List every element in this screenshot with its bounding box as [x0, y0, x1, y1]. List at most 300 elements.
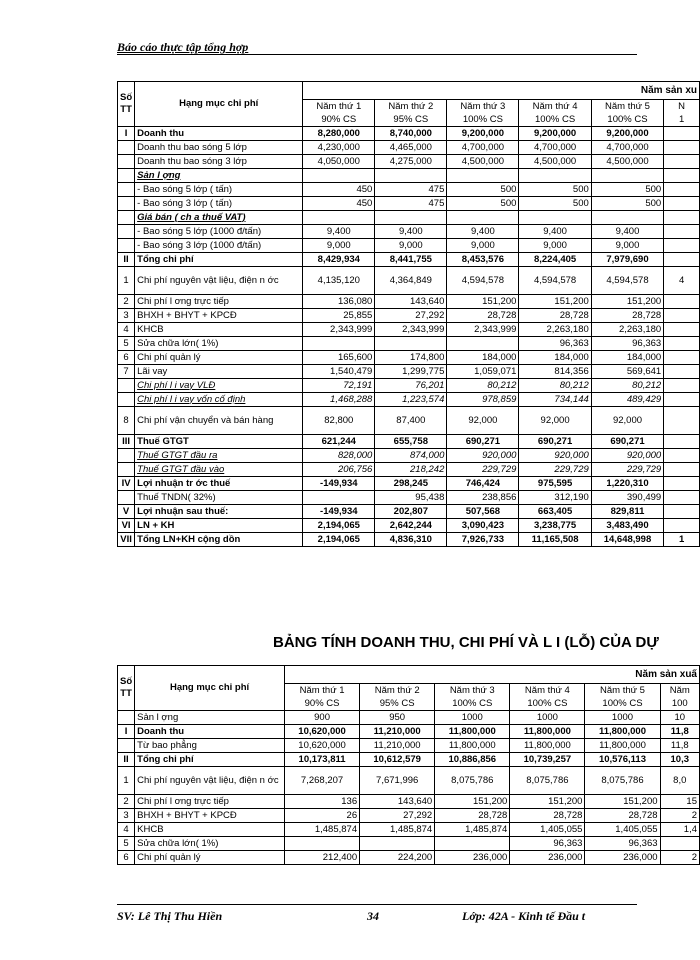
- capacity-header: 1: [664, 113, 700, 127]
- row-value: 920,000: [519, 449, 591, 463]
- capacity-header: 100% CS: [510, 697, 585, 711]
- row-value: 390,499: [591, 491, 663, 505]
- row-value: 202,807: [375, 505, 447, 519]
- row-value: 9,000: [375, 239, 447, 253]
- row-label: BHXH + BHYT + KPCĐ: [135, 309, 303, 323]
- row-value: [664, 393, 700, 407]
- row-value: 151,200: [510, 795, 585, 809]
- row-value: 3,090,423: [447, 519, 519, 533]
- page-footer: [117, 904, 637, 923]
- report-title: Báo cáo thực tập tổng hợp: [117, 40, 249, 54]
- row-value: 1000: [435, 711, 510, 725]
- row-value: 3,483,490: [591, 519, 663, 533]
- row-value: 76,201: [375, 379, 447, 393]
- row-value: [664, 435, 700, 449]
- row-stt: III: [118, 435, 135, 449]
- table2-title: BẢNG TÍNH DOANH THU, CHI PHÍ VÀ L I (LỖ) CỦA DỰ: [273, 634, 659, 651]
- row-stt: 5: [118, 837, 135, 851]
- row-stt: II: [118, 753, 135, 767]
- row-value: [664, 225, 700, 239]
- row-value: 9,400: [447, 225, 519, 239]
- row-stt: 6: [118, 351, 135, 365]
- row-value: 229,729: [447, 463, 519, 477]
- year-header: Năm thứ 1: [285, 684, 360, 698]
- row-value: 218,242: [375, 463, 447, 477]
- row-stt: [118, 711, 135, 725]
- table-row: [118, 407, 700, 435]
- row-value: 978,859: [447, 393, 519, 407]
- table-row: [118, 169, 700, 183]
- row-value: [664, 183, 700, 197]
- row-value: 2,263,180: [519, 323, 591, 337]
- row-value: 212,400: [285, 851, 360, 865]
- year-header: Năm thứ 5: [591, 100, 663, 114]
- row-label: Chi phí quản lý: [135, 351, 303, 365]
- row-value: 92,000: [519, 407, 591, 435]
- row-value: 10,620,000: [285, 739, 360, 753]
- row-value: [303, 491, 375, 505]
- table-row: [118, 477, 700, 491]
- row-label: Từ bao phẳng: [135, 739, 285, 753]
- capacity-header: 100% CS: [585, 697, 660, 711]
- table-row: [118, 253, 700, 267]
- col-item-header: Hạng mục chi phí: [135, 82, 303, 127]
- row-value: 690,271: [591, 435, 663, 449]
- row-value: 11,800,000: [585, 739, 660, 753]
- row-value: 28,728: [510, 809, 585, 823]
- row-value: 82,800: [303, 407, 375, 435]
- row-value: 500: [519, 197, 591, 211]
- row-value: 500: [519, 183, 591, 197]
- row-value: 11,210,000: [360, 739, 435, 753]
- row-value: 1,059,071: [447, 365, 519, 379]
- table-row: [118, 795, 700, 809]
- row-value: 500: [447, 197, 519, 211]
- row-value: [664, 519, 700, 533]
- row-stt: VI: [118, 519, 135, 533]
- row-value: 80,212: [447, 379, 519, 393]
- row-value: [375, 211, 447, 225]
- row-value: [447, 211, 519, 225]
- production-year-group-header: Năm sản xu: [303, 82, 700, 100]
- row-label: Chi phí vận chuyển và bán hàng: [135, 407, 303, 435]
- row-label: - Bao sóng 5 lớp (1000 đ/tấn): [135, 225, 303, 239]
- row-value: 10,612,579: [360, 753, 435, 767]
- row-stt: [118, 491, 135, 505]
- year-header: N: [664, 100, 700, 114]
- row-value: 1,405,055: [510, 823, 585, 837]
- row-value: 1,220,310: [591, 477, 663, 491]
- row-value: 10,620,000: [285, 725, 360, 739]
- row-stt: 2: [118, 795, 135, 809]
- footer-page-number: 34: [367, 909, 379, 923]
- capacity-header: 90% CS: [303, 113, 375, 127]
- row-stt: [118, 239, 135, 253]
- table-row: [118, 267, 700, 295]
- row-value: 8,740,000: [375, 127, 447, 141]
- row-value: 829,811: [591, 505, 663, 519]
- row-value: 136,080: [303, 295, 375, 309]
- table-row: [118, 225, 700, 239]
- row-value: [664, 351, 700, 365]
- row-stt: [118, 211, 135, 225]
- row-value: [447, 169, 519, 183]
- row-value: 874,000: [375, 449, 447, 463]
- row-value: 507,568: [447, 505, 519, 519]
- row-label: Doanh thu: [135, 127, 303, 141]
- row-value: 143,640: [360, 795, 435, 809]
- row-value: 8,441,755: [375, 253, 447, 267]
- row-value: [664, 337, 700, 351]
- row-value: 2,343,999: [447, 323, 519, 337]
- row-value: [664, 127, 700, 141]
- row-value: [664, 141, 700, 155]
- row-value: 4,700,000: [447, 141, 519, 155]
- row-value: 9,000: [591, 239, 663, 253]
- row-value: 10,739,257: [510, 753, 585, 767]
- row-stt: 1: [118, 767, 135, 795]
- row-value: 9,200,000: [591, 127, 663, 141]
- table-row: [118, 767, 700, 795]
- col-item-header: Hạng mục chi phí: [135, 666, 285, 711]
- table-row: [118, 239, 700, 253]
- row-label: Chi phí l i vay VLĐ: [135, 379, 303, 393]
- row-value: 25,855: [303, 309, 375, 323]
- row-value: 975,595: [519, 477, 591, 491]
- row-value: 2,194,065: [303, 533, 375, 547]
- row-value: 4: [664, 267, 700, 295]
- row-value: 28,728: [435, 809, 510, 823]
- row-value: 450: [303, 183, 375, 197]
- row-value: 136: [285, 795, 360, 809]
- cost-revenue-table-2: [117, 665, 700, 865]
- row-value: 500: [447, 183, 519, 197]
- row-value: 7,268,207: [285, 767, 360, 795]
- row-value: 1,485,874: [360, 823, 435, 837]
- row-value: [519, 169, 591, 183]
- row-stt: 3: [118, 309, 135, 323]
- year-header: Năm thứ 2: [375, 100, 447, 114]
- row-value: [303, 211, 375, 225]
- row-value: 569,641: [591, 365, 663, 379]
- row-stt: I: [118, 127, 135, 141]
- table-row: [118, 211, 700, 225]
- row-stt: 3: [118, 809, 135, 823]
- row-value: 7,671,996: [360, 767, 435, 795]
- row-label: BHXH + BHYT + KPCĐ: [135, 809, 285, 823]
- row-value: [660, 837, 699, 851]
- row-value: 229,729: [591, 463, 663, 477]
- row-value: 746,424: [447, 477, 519, 491]
- row-value: 1,223,574: [375, 393, 447, 407]
- table-row: [118, 197, 700, 211]
- year-header: Năm thứ 4: [519, 100, 591, 114]
- row-value: 87,400: [375, 407, 447, 435]
- table-row: [118, 809, 700, 823]
- table-row: [118, 725, 700, 739]
- year-header: Năm thứ 2: [360, 684, 435, 698]
- row-value: [285, 837, 360, 851]
- row-value: 80,212: [519, 379, 591, 393]
- row-value: 8,075,786: [510, 767, 585, 795]
- row-value: 8,075,786: [585, 767, 660, 795]
- row-label: Sửa chữa lớn( 1%): [135, 337, 303, 351]
- row-label: Sản l ợng: [135, 169, 303, 183]
- row-label: Doanh thu: [135, 725, 285, 739]
- row-value: [664, 365, 700, 379]
- row-stt: V: [118, 505, 135, 519]
- row-value: 11,210,000: [360, 725, 435, 739]
- row-value: 8,280,000: [303, 127, 375, 141]
- row-value: 15: [660, 795, 699, 809]
- row-value: 11,8: [660, 739, 699, 753]
- row-value: 27,292: [360, 809, 435, 823]
- row-stt: 1: [118, 267, 135, 295]
- row-value: 4,500,000: [447, 155, 519, 169]
- row-value: 1000: [510, 711, 585, 725]
- row-value: [519, 211, 591, 225]
- row-value: 828,000: [303, 449, 375, 463]
- row-label: Chi phí nguyên vật liệu, điện n ớc: [135, 767, 285, 795]
- row-value: 236,000: [585, 851, 660, 865]
- row-value: 96,363: [585, 837, 660, 851]
- row-value: 151,200: [435, 795, 510, 809]
- row-value: [664, 155, 700, 169]
- row-value: [664, 491, 700, 505]
- row-label: Lợi nhuận sau thuế:: [135, 505, 303, 519]
- header-row: [118, 82, 700, 100]
- row-stt: VII: [118, 533, 135, 547]
- table-row: [118, 379, 700, 393]
- row-value: 151,200: [585, 795, 660, 809]
- row-value: 95,438: [375, 491, 447, 505]
- row-value: 8,429,934: [303, 253, 375, 267]
- table-row: [118, 837, 700, 851]
- row-value: 96,363: [591, 337, 663, 351]
- row-value: 9,000: [303, 239, 375, 253]
- capacity-header: 95% CS: [375, 113, 447, 127]
- row-value: 28,728: [585, 809, 660, 823]
- row-value: 206,756: [303, 463, 375, 477]
- table-row: [118, 753, 700, 767]
- table-row: [118, 739, 700, 753]
- table-row: [118, 519, 700, 533]
- row-stt: [118, 169, 135, 183]
- row-value: 4,700,000: [591, 141, 663, 155]
- row-value: [664, 477, 700, 491]
- year-header: Năm thứ 3: [435, 684, 510, 698]
- row-value: 151,200: [519, 295, 591, 309]
- row-value: 28,728: [591, 309, 663, 323]
- row-value: 9,400: [303, 225, 375, 239]
- row-value: 4,275,000: [375, 155, 447, 169]
- row-value: 184,000: [591, 351, 663, 365]
- row-stt: [118, 449, 135, 463]
- row-value: 72,191: [303, 379, 375, 393]
- row-value: 2,263,180: [591, 323, 663, 337]
- row-value: 96,363: [510, 837, 585, 851]
- row-label: Tổng chi phí: [135, 253, 303, 267]
- row-label: Thuế TNDN( 32%): [135, 491, 303, 505]
- row-value: 1,405,055: [585, 823, 660, 837]
- row-stt: 5: [118, 337, 135, 351]
- row-value: 184,000: [447, 351, 519, 365]
- table-row: [118, 337, 700, 351]
- row-value: 8,224,405: [519, 253, 591, 267]
- row-value: 500: [591, 197, 663, 211]
- row-value: 1000: [585, 711, 660, 725]
- row-value: 9,200,000: [519, 127, 591, 141]
- row-value: [664, 379, 700, 393]
- row-value: 920,000: [591, 449, 663, 463]
- row-value: 96,363: [519, 337, 591, 351]
- row-value: 2,343,999: [375, 323, 447, 337]
- row-value: 11,800,000: [435, 739, 510, 753]
- row-value: 92,000: [591, 407, 663, 435]
- row-value: 7,926,733: [447, 533, 519, 547]
- row-value: 4,594,578: [447, 267, 519, 295]
- row-label: Giá bán ( ch a thuế VAT): [135, 211, 303, 225]
- row-label: Doanh thu bao sóng 3 lớp: [135, 155, 303, 169]
- row-label: Sản l ợng: [135, 711, 285, 725]
- row-value: 1,540,479: [303, 365, 375, 379]
- row-value: 2: [660, 809, 699, 823]
- table-row: [118, 711, 700, 725]
- table-row: [118, 491, 700, 505]
- row-value: [435, 837, 510, 851]
- row-value: 236,000: [435, 851, 510, 865]
- row-value: 814,356: [519, 365, 591, 379]
- row-value: 9,400: [375, 225, 447, 239]
- capacity-header: 100% CS: [447, 113, 519, 127]
- row-value: 11,800,000: [510, 739, 585, 753]
- row-value: [375, 337, 447, 351]
- row-value: 9,400: [519, 225, 591, 239]
- row-value: 28,728: [447, 309, 519, 323]
- table-row: [118, 309, 700, 323]
- row-value: 28,728: [519, 309, 591, 323]
- row-value: 8,0: [660, 767, 699, 795]
- row-value: [303, 337, 375, 351]
- row-value: 900: [285, 711, 360, 725]
- row-value: [664, 449, 700, 463]
- row-value: 8,453,576: [447, 253, 519, 267]
- row-value: 734,144: [519, 393, 591, 407]
- footer-author: SV: Lê Thị Thu Hiền: [117, 909, 223, 923]
- table-row: [118, 533, 700, 547]
- capacity-header: 100: [660, 697, 699, 711]
- table-row: [118, 435, 700, 449]
- capacity-header: 95% CS: [360, 697, 435, 711]
- table-row: [118, 365, 700, 379]
- row-stt: [118, 197, 135, 211]
- year-header: Năm thứ 3: [447, 100, 519, 114]
- row-value: [591, 211, 663, 225]
- row-label: Lợi nhuận tr ớc thuế: [135, 477, 303, 491]
- row-value: 229,729: [519, 463, 591, 477]
- row-stt: 7: [118, 365, 135, 379]
- row-label: Thuế GTGT: [135, 435, 303, 449]
- row-value: 10,576,113: [585, 753, 660, 767]
- row-value: 8,075,786: [435, 767, 510, 795]
- row-stt: [118, 739, 135, 753]
- row-value: 165,600: [303, 351, 375, 365]
- row-value: [664, 239, 700, 253]
- row-value: 80,212: [591, 379, 663, 393]
- row-value: [664, 211, 700, 225]
- row-value: 1,4: [660, 823, 699, 837]
- row-label: KHCB: [135, 823, 285, 837]
- row-value: [360, 837, 435, 851]
- row-value: 11,165,508: [519, 533, 591, 547]
- row-stt: [118, 379, 135, 393]
- row-value: 621,244: [303, 435, 375, 449]
- row-value: 950: [360, 711, 435, 725]
- row-value: 663,405: [519, 505, 591, 519]
- row-value: [664, 197, 700, 211]
- capacity-header: 100% CS: [591, 113, 663, 127]
- row-value: 9,400: [591, 225, 663, 239]
- row-value: 312,190: [519, 491, 591, 505]
- row-value: 11,800,000: [510, 725, 585, 739]
- row-value: 2,343,999: [303, 323, 375, 337]
- row-value: 92,000: [447, 407, 519, 435]
- row-value: 151,200: [591, 295, 663, 309]
- row-value: 224,200: [360, 851, 435, 865]
- table-row: [118, 449, 700, 463]
- row-label: Chi phí l i vay vốn cố định: [135, 393, 303, 407]
- row-value: 489,429: [591, 393, 663, 407]
- row-value: 690,271: [447, 435, 519, 449]
- row-value: [664, 169, 700, 183]
- col-stt-header: Số TT: [118, 666, 135, 711]
- row-value: [375, 169, 447, 183]
- row-value: 655,758: [375, 435, 447, 449]
- capacity-header: 100% CS: [519, 113, 591, 127]
- row-value: 4,050,000: [303, 155, 375, 169]
- row-value: [664, 463, 700, 477]
- row-stt: 8: [118, 407, 135, 435]
- row-value: 2: [660, 851, 699, 865]
- row-stt: [118, 393, 135, 407]
- row-value: 298,245: [375, 477, 447, 491]
- table-row: [118, 295, 700, 309]
- year-header: Năm thứ 1: [303, 100, 375, 114]
- table-row: [118, 183, 700, 197]
- row-value: 4,700,000: [519, 141, 591, 155]
- table-row: [118, 127, 700, 141]
- row-value: 9,000: [447, 239, 519, 253]
- page-header: [117, 38, 637, 55]
- row-value: [303, 169, 375, 183]
- row-label: KHCB: [135, 323, 303, 337]
- row-value: 4,364,849: [375, 267, 447, 295]
- row-value: 236,000: [510, 851, 585, 865]
- row-label: Chi phí nguyên vật liệu, điện n ớc: [135, 267, 303, 295]
- capacity-header: 90% CS: [285, 697, 360, 711]
- row-value: 9,200,000: [447, 127, 519, 141]
- row-value: 3,238,775: [519, 519, 591, 533]
- row-label: LN + KH: [135, 519, 303, 533]
- capacity-header: 100% CS: [435, 697, 510, 711]
- row-value: 690,271: [519, 435, 591, 449]
- footer-class: Lớp: 42A - Kinh tế Đầu t: [462, 909, 586, 923]
- row-value: 184,000: [519, 351, 591, 365]
- row-value: -149,934: [303, 477, 375, 491]
- row-value: 27,292: [375, 309, 447, 323]
- row-label: - Bao sóng 3 lớp ( tấn): [135, 197, 303, 211]
- row-value: 10,886,856: [435, 753, 510, 767]
